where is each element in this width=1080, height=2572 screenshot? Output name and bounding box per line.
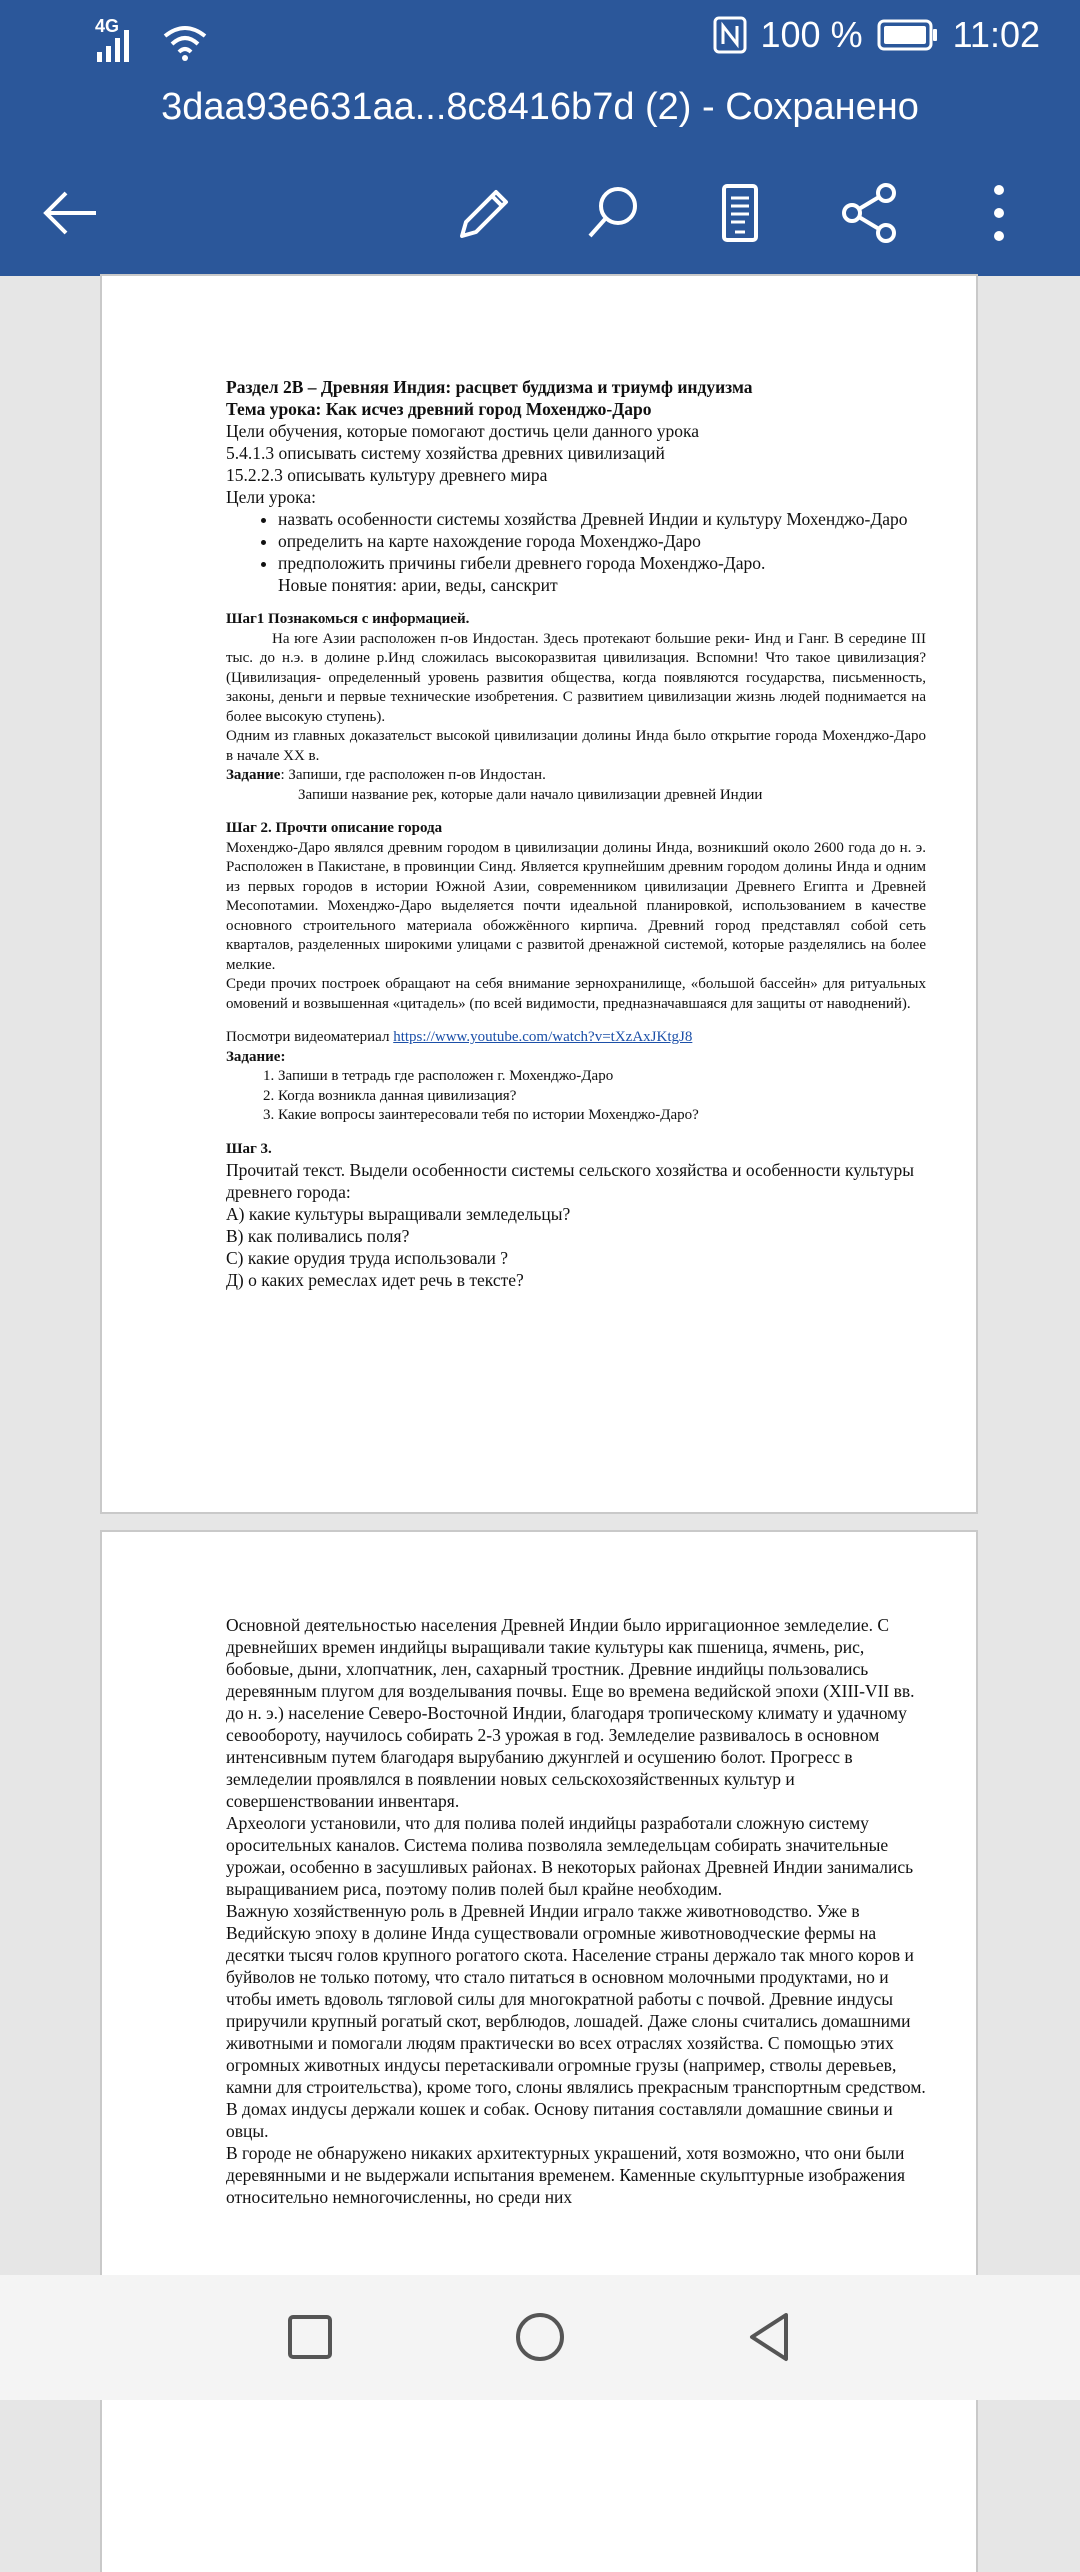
page-2-content bbox=[226, 1614, 926, 2208]
step-1-text: На юге Азии расположен п-ов Индостан. Здесь протекают большие реки- Инд и Ганг. В середине III тыс. до н.э. в долине р.Инд сложилась высокоразвитая цивилизация. Вспомни! Что такое цивилизация? (Цивилизация- определенный уровень развития общества, когда появляются государства, письменность, законы, деньги и первые технические изобретения. С развитием цивилизации жизнь людей поднимается на более высокую ступень). bbox=[226, 630, 926, 725]
navigation-bar bbox=[0, 2275, 1080, 2400]
search-button[interactable] bbox=[578, 178, 648, 248]
back-button[interactable] bbox=[36, 178, 106, 248]
list-item: 1. Запиши в тетрадь где расположен г. Мохенджо-Даро bbox=[278, 1067, 926, 1087]
clock: 11:02 bbox=[952, 14, 1040, 55]
task-2: Запиши название рек, которые дали начало цивилизации древней Индии bbox=[298, 786, 763, 803]
section-heading: Раздел 2В – Древняя Индия: расцвет буддизма и триумф индуизма bbox=[226, 377, 753, 397]
goal-1: 5.4.1.3 описывать систему хозяйства древних цивилизаций bbox=[226, 443, 665, 463]
toolbar bbox=[0, 150, 1080, 276]
video-label: Посмотри видеоматериал bbox=[226, 1029, 394, 1045]
step-3-item-b: В) как поливались поля? bbox=[226, 1226, 410, 1246]
share-button[interactable] bbox=[834, 178, 904, 248]
paragraph: В городе не обнаружено никаких архитектурных украшений, хотя возможно, что они были деревянными и не выдержали испытания временем. Каменные скульптурные изображения относительно немногочисленны, но среди них bbox=[226, 2143, 906, 2207]
video-line bbox=[226, 1028, 926, 1048]
task-2-label: Задание: bbox=[226, 1048, 286, 1065]
battery-percent: 100 % bbox=[760, 14, 863, 55]
triangle-back-icon bbox=[738, 2305, 802, 2369]
lesson-goals-list bbox=[226, 508, 926, 574]
lesson-goals-label: Цели урока: bbox=[226, 487, 316, 507]
status-bar bbox=[0, 0, 1080, 80]
pencil-icon bbox=[448, 178, 518, 248]
list-item: • назвать особенности системы хозяйства Древней Индии и культуру Мохенджо-Даро bbox=[278, 508, 926, 530]
task-1: : Запиши, где расположен п-ов Индостан. bbox=[280, 767, 546, 783]
nfc-icon bbox=[713, 16, 747, 54]
signal-indicators bbox=[95, 18, 209, 62]
list-item: • предположить причины гибели древнего города Мохенджо-Даро. bbox=[278, 552, 926, 574]
network-type: 4G bbox=[95, 16, 120, 36]
list-item: 3. Какие вопросы заинтересовали тебя по истории Мохенджо-Даро? bbox=[278, 1106, 926, 1126]
home-button[interactable] bbox=[508, 2305, 572, 2369]
step-2-text: Мохенджо-Даро являлся древним городом в цивилизации долины Инда, возникший около 2600 года до н. э. Расположен в Пакистане, в провинции Синд. Является крупнейшим древним городом долины Инда и одним из первых городов в истории Южной Азии, современником цивилизации Древнего Египта и Древней Месопотамии. Мохенджо-Даро выделяется почти идеальной планировкой, использованием в качестве основного строительного материала обожжённого кирпича. Древний город представлял собой сеть кварталов, разделенных широкими улицами с развитой дренажной системой, которые разделялись на более мелкие. bbox=[226, 839, 926, 973]
document-page-1[interactable] bbox=[102, 276, 976, 1512]
edit-button[interactable] bbox=[448, 178, 518, 248]
paragraph: Важную хозяйственную роль в Древней Индии играло также животноводство. Уже в Ведийскую эпоху в долине Инда существовали огромные животноводческие фермы на десятки тысяч голов крупного рогатого скота. Население страны держало так много коров и буйволов не только потому, что стало питаться в основном молочными продуктами, но и чтобы иметь вдоволь тягловой силы для многократной работы с почвой. Древние индусы приручили крупный рогатый скот, верблюдов, лошадей. Даже слоны считались домашними животными и помогали людям практически во всех отраслях хозяйства. С помощью этих огромных животных индусы перетаскивали огромные грузы (например, стволы деревьев, камни для строительства), кроме того, слоны являлись прекрасным транспортным средством. В домах индусы держали кошек и собак. Основу питания составляли домашние свиньи и овцы. bbox=[226, 1901, 926, 2141]
mobile-view-icon bbox=[705, 178, 775, 248]
task-label: Задание bbox=[226, 767, 281, 783]
document-page-2[interactable] bbox=[102, 1532, 976, 2572]
lesson-topic: Тема урока: Как исчез древний город Мохенджо-Даро bbox=[226, 399, 652, 419]
new-concepts: Новые понятия: арии, веды, санскрит bbox=[278, 575, 558, 595]
arrow-left-icon bbox=[36, 178, 106, 248]
status-right bbox=[713, 14, 1041, 56]
list-item: • определить на карте нахождение города Мохенджо-Даро bbox=[278, 530, 926, 552]
share-icon bbox=[834, 178, 904, 248]
wifi-icon bbox=[161, 22, 209, 62]
list-item: 2. Когда возникла данная цивилизация? bbox=[278, 1087, 926, 1107]
paragraph: Археологи установили, что для полива полей индийцы разработали сложную систему оросительных каналов. Система полива позволяла земледельцам собирать значительные урожаи, особенно в засушливых районах. В некоторых районах Древней Индии занимались выращиванием риса, поэтому полив полей был крайне необходим. bbox=[226, 1813, 914, 1899]
goals-intro: Цели обучения, которые помогают достичь цели данного урока bbox=[226, 421, 699, 441]
more-vertical-icon bbox=[964, 178, 1034, 248]
goal-2: 15.2.2.3 описывать культуру древнего мира bbox=[226, 465, 548, 485]
step-1-task bbox=[226, 766, 926, 786]
step-3-item-a: А) какие культуры выращивали земледельцы? bbox=[226, 1204, 571, 1224]
step-3-item-c: С) какие орудия труда использовали ? bbox=[226, 1248, 509, 1268]
step-1-text-2: Одним из главных доказательст высокой цивилизации долины Инда было открытие города Мохенджо-Даро в начале XX в. bbox=[226, 728, 926, 764]
step-2-title: Шаг 2. Прочти описание города bbox=[226, 820, 443, 836]
paragraph: Основной деятельностью населения Древней Индии было ирригационное земледелие. С древнейших времен индийцы выращивали такие культуры как пшеница, ячмень, рис, бобовые, дыни, хлопчатник, лен, сахарный тростник. Древние индийцы пользовались деревянным плугом для возделывания почвы. Еще во времена ведийской эпохи (XIII-VII вв. до н. э.) население Северо-Восточной Индии, благодаря тропическому климату и удачному севообороту, научилось собирать 2-3 урожая в год. Земледелие развивалось в основном интенсивным путем благодаря вырубанию джунглей и осушению болот. Прогресс в земледелии проявлялся в появлении новых сельскохозяйственных культур и совершенствовании инвентаря. bbox=[226, 1615, 915, 1811]
mobile-view-button[interactable] bbox=[705, 178, 775, 248]
recents-button[interactable] bbox=[278, 2305, 342, 2369]
page-1-content bbox=[226, 376, 926, 1291]
system-back-button[interactable] bbox=[738, 2305, 802, 2369]
step-3-title: Шаг 3. bbox=[226, 1140, 272, 1157]
search-icon bbox=[578, 178, 648, 248]
step-1-title: Шаг1 Познакомься с информацией. bbox=[226, 611, 470, 627]
more-button[interactable] bbox=[964, 178, 1034, 248]
battery-icon bbox=[877, 19, 939, 51]
step-2-text-2: Среди прочих построек обращают на себя внимание зернохранилище, «большой бассейн» для ритуальных омовений и возвышенная «цитадель» (по всей видимости, предназначавшаяся для защиты от наводнений). bbox=[226, 976, 926, 1012]
square-icon bbox=[278, 2305, 342, 2369]
questions-list bbox=[226, 1067, 926, 1126]
video-link[interactable]: https://www.youtube.com/watch?v=tXzAxJKtgJ8 bbox=[393, 1029, 693, 1045]
step-3-item-d: Д) о каких ремеслах идет речь в тексте? bbox=[226, 1270, 524, 1290]
circle-icon bbox=[508, 2305, 572, 2369]
step-3-text: Прочитай текст. Выдели особенности системы сельского хозяйства и особенности культуры древнего города: bbox=[226, 1160, 914, 1202]
document-title: 3daa93e631aa...8c8416b7d (2) - Сохранено bbox=[0, 80, 1080, 170]
